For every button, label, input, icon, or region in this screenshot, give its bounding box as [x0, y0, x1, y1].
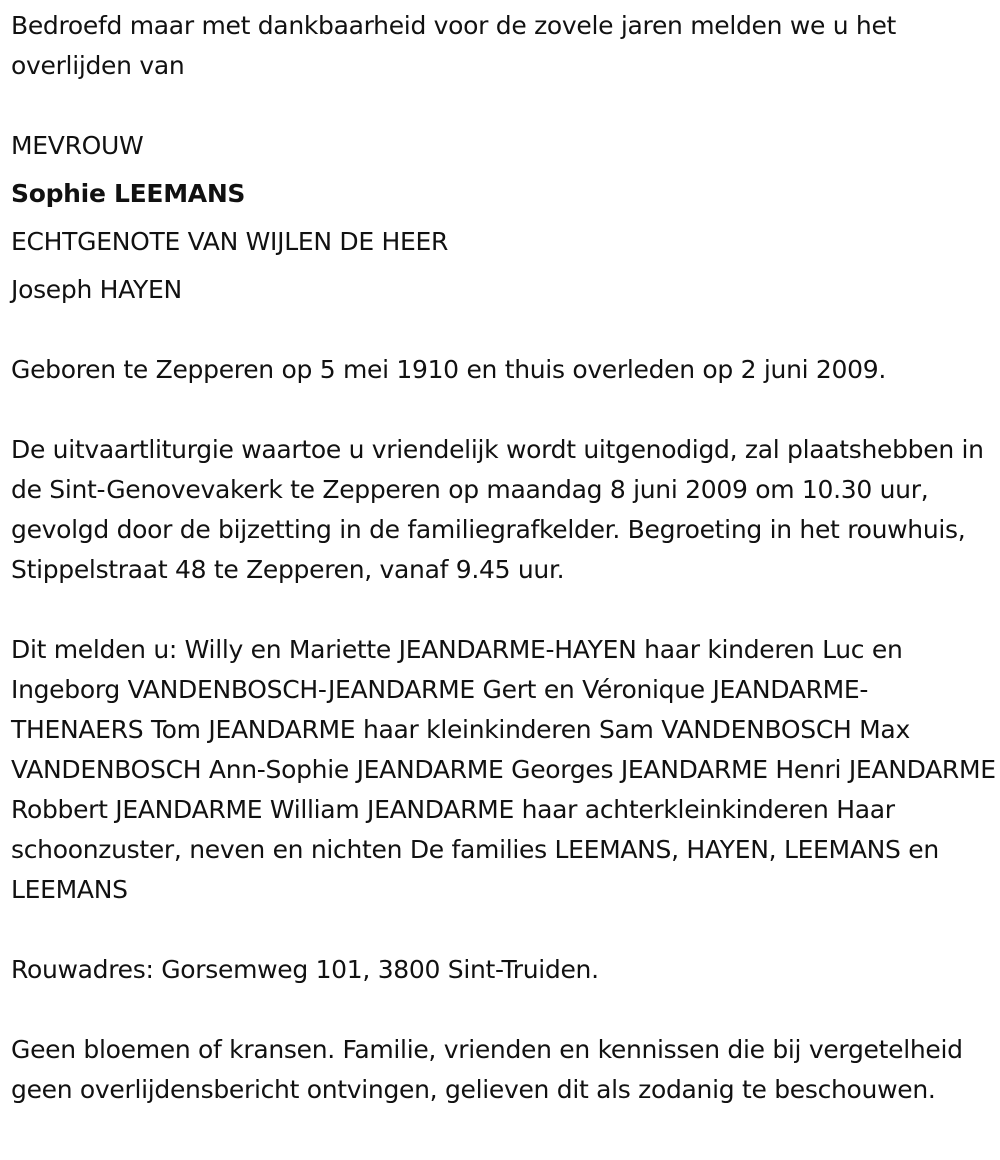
deceased-name: Sophie LEEMANS — [11, 179, 246, 208]
salutation: MEVROUW — [11, 131, 144, 160]
spouse-name: Joseph HAYEN — [11, 275, 182, 304]
announced-by-text: Dit melden u: Willy en Mariette JEANDARME-HAYEN haar kinderen Luc en Ingeborg VANDENBOSCH-JEANDARME Gert en Véronique JEANDARME-THENAERS Tom JEANDARME haar kleinkinderen Sam VANDENBOSCH Max VANDENBOSCH Ann-Sophie JEANDARME Georges JEANDARME Henri JEANDARME Robbert JEANDARME William JEANDARME haar achterkleinkinderen Haar schoonzuster, neven en nichten De families LEEMANS, HAYEN, LEEMANS en LEEMANS — [11, 635, 996, 904]
birth-death-text: Geboren te Zepperen op 5 mei 1910 en thuis overleden op 2 juni 2009. — [11, 355, 886, 384]
closing-text: Geen bloemen of kransen. Familie, vrienden en kennissen die bij vergetelheid geen overlijdensbericht ontvingen, gelieven dit als zodanig te beschouwen. — [11, 1035, 963, 1104]
intro-text: Bedroefd maar met dankbaarheid voor de zovele jaren melden we u het overlijden van — [11, 11, 897, 80]
obituary-document — [11, 6, 996, 1150]
funeral-text: De uitvaartliturgie waartoe u vriendelijk wordt uitgenodigd, zal plaatshebben in de Sint-Genovevakerk te Zepperen op maandag 8 juni 2009 om 10.30 uur, gevolgd door de bijzetting in de familiegrafkelder. Begroeting in het rouwhuis, Stippelstraat 48 te Zepperen, vanaf 9.45 uur. — [11, 435, 984, 584]
mourning-address: Rouwadres: Gorsemweg 101, 3800 Sint-Truiden. — [11, 955, 599, 984]
deceased-block — [11, 126, 996, 310]
spouse-title: ECHTGENOTE VAN WIJLEN DE HEER — [11, 227, 449, 256]
